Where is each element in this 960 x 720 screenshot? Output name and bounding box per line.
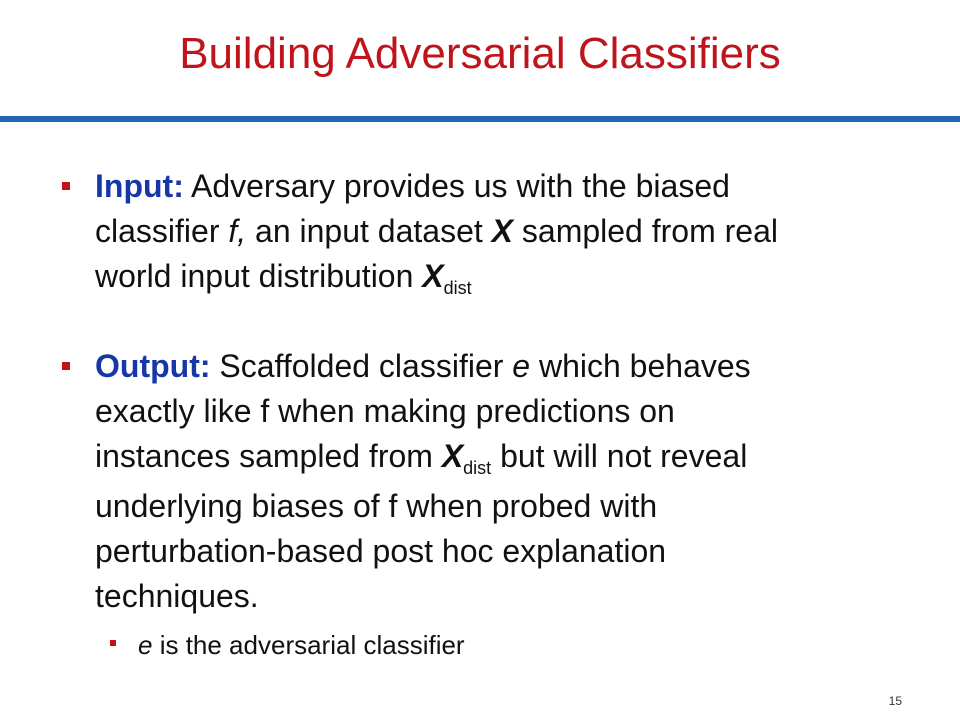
slide-title: Building Adversarial Classifiers <box>179 29 781 78</box>
output-text-1b: which behaves <box>530 348 751 384</box>
bullet-output-line-5: perturbation-based post hoc explanation <box>95 533 667 569</box>
input-text-2a: classifier <box>95 213 229 249</box>
input-text-1: Adversary provides us with the biased <box>183 168 730 204</box>
bullet-input-line-1 <box>95 164 778 209</box>
page-number: 15 <box>888 694 902 708</box>
sub-bullet-marker <box>110 640 116 646</box>
input-text-2c: sampled from real <box>513 213 778 249</box>
output-label: Output: <box>95 348 211 384</box>
bullet-input <box>95 164 778 304</box>
bullet-output-line-4: underlying biases of f when probed with <box>95 488 658 524</box>
output-text-3b: but will not reveal <box>491 438 748 474</box>
input-Xdist: X <box>422 258 444 294</box>
sub-bullet <box>138 627 465 663</box>
output-text-1a: Scaffolded classifier <box>210 348 513 384</box>
output-e: e <box>512 348 531 384</box>
output-Xdist: X <box>441 438 464 474</box>
bullet-output-line-3 <box>95 434 751 484</box>
input-X: X <box>491 213 513 249</box>
input-f: f, <box>228 213 247 249</box>
output-text-3a: instances sampled from <box>95 438 442 474</box>
title-divider <box>0 116 960 122</box>
bullet-output-line-6: techniques. <box>95 578 259 614</box>
bullet-output-line-2: exactly like f when making predictions on <box>95 393 675 429</box>
input-text-2b: an input dataset <box>246 213 492 249</box>
bullet-input-line-3 <box>95 254 778 304</box>
bullet-marker-input <box>62 182 70 190</box>
sub-bullet-text: is the adversarial classifier <box>152 630 465 660</box>
sub-bullet-e: e <box>138 630 153 660</box>
output-dist-subscript: dist <box>463 458 492 478</box>
bullet-output <box>95 344 751 619</box>
input-dist-subscript: dist <box>443 278 472 298</box>
bullet-marker-output <box>62 362 70 370</box>
input-label: Input: <box>95 168 184 204</box>
bullet-output-line-1 <box>95 344 751 389</box>
bullet-input-line-2 <box>95 209 778 254</box>
input-text-3a: world input distribution <box>95 258 423 294</box>
